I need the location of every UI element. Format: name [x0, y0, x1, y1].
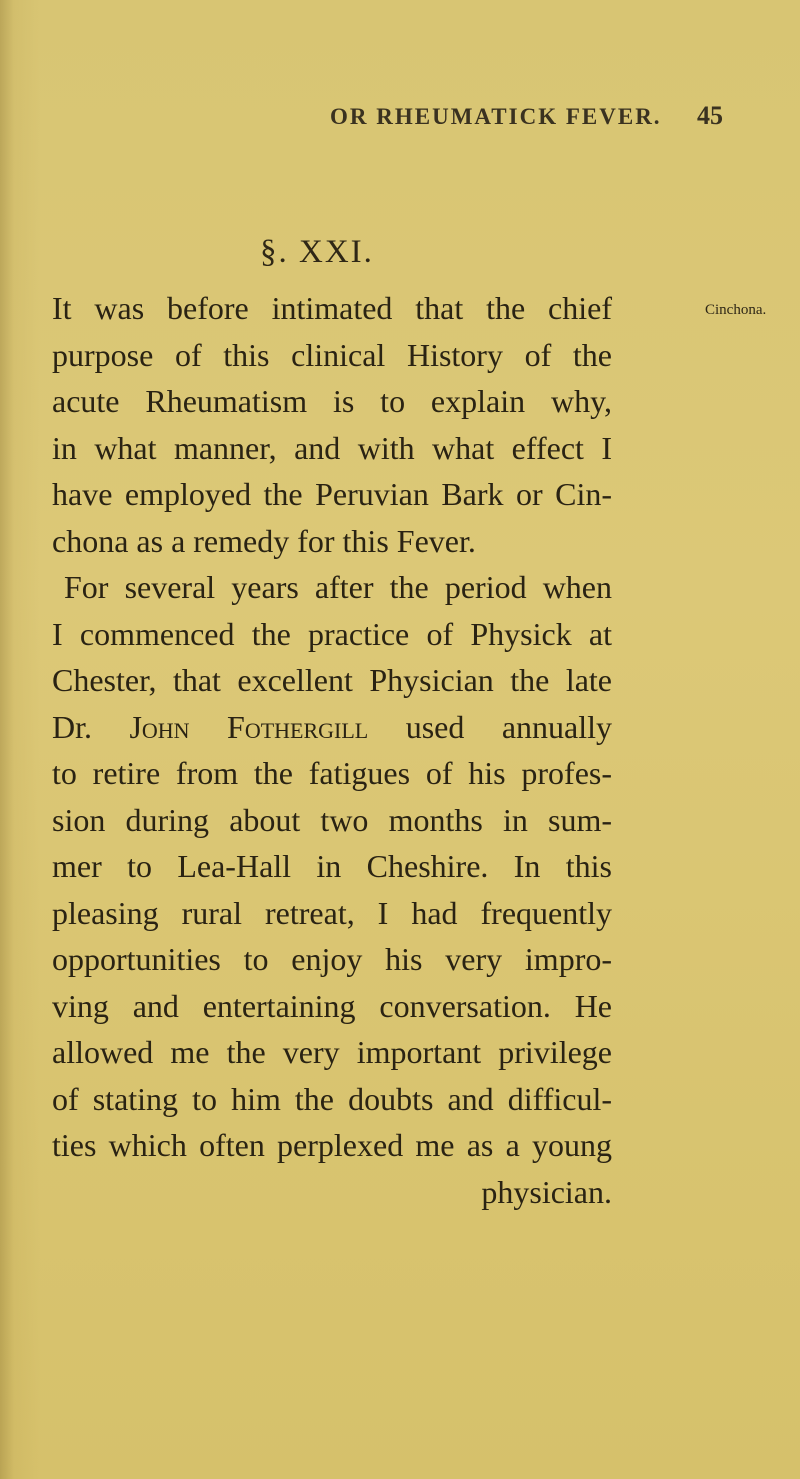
text-line: purpose of this clinical History of the	[52, 336, 612, 373]
text-line: sion during about two months in sum-	[52, 801, 612, 838]
text-line: I commenced the practice of Physick at	[52, 615, 612, 652]
page-header	[0, 101, 800, 138]
text-line: opportunities to enjoy his very impro-	[52, 941, 612, 977]
text-line: For several years after the period when	[64, 569, 612, 605]
margin-note: Cinchona.	[705, 302, 767, 318]
text-line: allowed me the very important privilege	[52, 1034, 612, 1070]
text-line: Chester, that excellent Physician the late	[52, 662, 612, 698]
body-text	[52, 285, 612, 1215]
text-line: It was before intimated that the chief	[52, 290, 612, 326]
text-line: ving and entertaining conversation. He	[52, 987, 612, 1024]
text-line: Dr. John Fothergill used annually	[52, 708, 612, 745]
text-line: mer to Lea-Hall in Cheshire. In this	[52, 848, 612, 884]
page-number: 45	[697, 101, 723, 130]
text-line: physician.	[481, 1173, 612, 1210]
text-line: ties which often perplexed me as a young	[52, 1127, 612, 1163]
text-line: of stating to him the doubts and difficul-	[52, 1080, 612, 1117]
text-line: pleasing rural retreat, I had frequently	[52, 894, 612, 931]
text-line: to retire from the fatigues of his profes-	[52, 755, 612, 791]
running-head: OR RHEUMATICK FEVER.	[330, 104, 662, 129]
text-line: acute Rheumatism is to explain why,	[52, 383, 612, 419]
section-title: §. XXI.	[260, 234, 374, 270]
text-line: have employed the Peruvian Bark or Cin-	[52, 476, 612, 512]
text-line: chona as a remedy for this Fever.	[52, 522, 476, 559]
text-line: in what manner, and with what effect I	[52, 429, 612, 466]
person-name: John Fothergill	[129, 708, 369, 745]
